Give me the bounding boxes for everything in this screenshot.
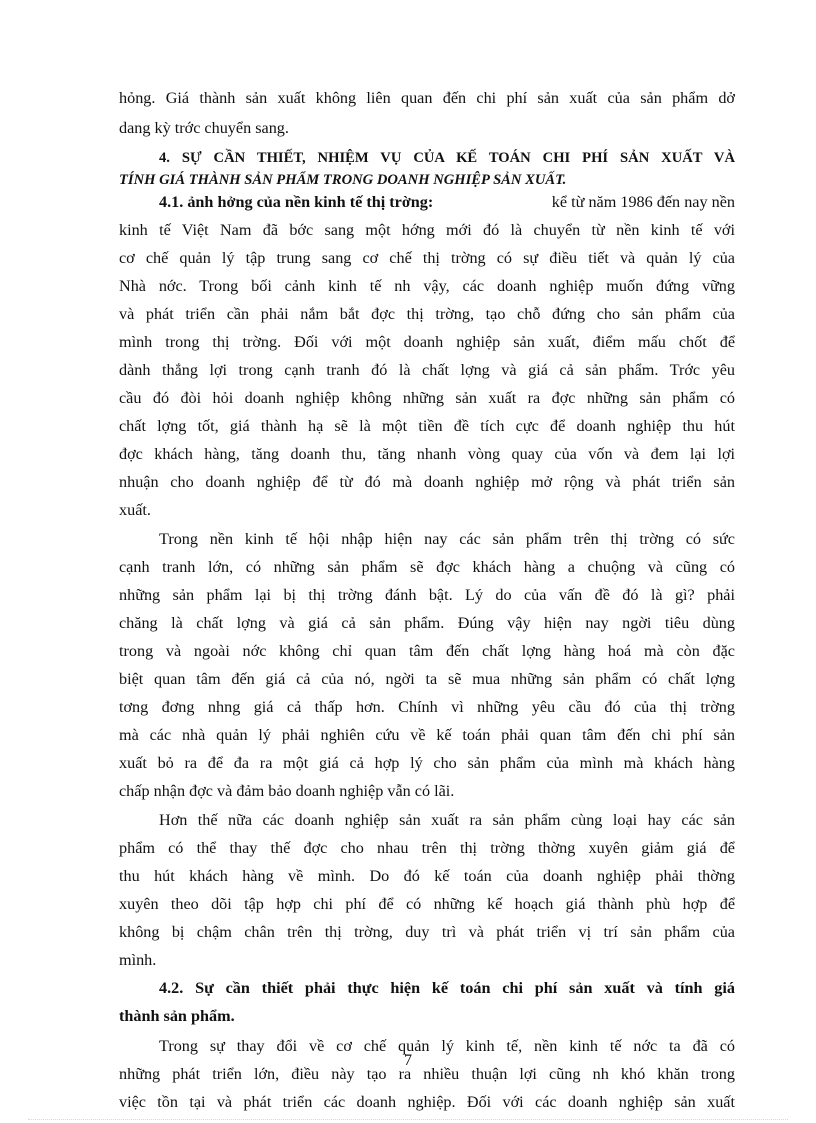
- text-line: không bị chậm chân trên thị trờng, duy trì và phát triển vị trí sản phẩm của: [119, 923, 735, 941]
- text-line: thu hút khách hàng về mình. Do đó kế toán của doanh nghiệp phải thờng: [119, 867, 735, 885]
- text-line: xuất bỏ ra để đa ra một giá cả hợp lý cho sản phẩm của mình mà khách hàng: [119, 754, 735, 772]
- text-line: Trong sự thay đổi về cơ chế quản lý kinh tế, nền kinh tế nớc ta đã có: [159, 1037, 735, 1055]
- text-line: mà các nhà quản lý phải nghiên cứu về kế toán phải quan tâm đến chi phí sản: [119, 726, 735, 744]
- text-line: Hơn thế nữa các doanh nghiệp sản xuất ra sản phẩm cùng loại hay các sản: [159, 811, 735, 829]
- text-line: đợc khách hàng, tăng doanh thu, tăng nhanh vòng quay của vốn và đem lại lợi: [119, 445, 735, 463]
- text-line: những phát triển lớn, điều này tạo ra nhiều thuận lợi cũng nh khó khăn trong: [119, 1065, 735, 1083]
- text-line: Nhà nớc. Trong bối cảnh kinh tế nh vậy, các doanh nghiệp muốn đứng vững: [119, 277, 735, 295]
- page-number: 7: [404, 1052, 412, 1069]
- text-line: phẩm có thể thay thế đợc cho nhau trên thị trờng thờng xuyên giảm giá để: [119, 839, 735, 857]
- text-line: xuyên theo dõi tập hợp chi phí để có những kế hoạch giá thành phù hợp để: [119, 895, 735, 913]
- text-line: biệt quan tâm đến giá cả của nó, ngời ta sẽ mua những sản phẩm có chất lợng: [119, 670, 735, 688]
- page-bottom-border: [28, 1119, 788, 1120]
- text-line: kinh tế Việt Nam đã bớc sang một hớng mới đó là chuyển từ nền kinh tế với: [119, 221, 735, 239]
- text-line: chấp nhận đợc và đảm bảo doanh nghiệp vẫn có lãi.: [119, 782, 455, 800]
- text-line: cạnh tranh lớn, có những sản phẩm sẽ đợc khách hàng a chuộng và cũng có: [119, 558, 735, 576]
- text-line: cơ chế quản lý tập trung sang cơ chế thị trờng có sự điều tiết và quản lý của: [119, 249, 735, 267]
- text-line: trong và ngoài nớc không chỉ quan tâm đến chất lợng hàng hoá mà còn đặc: [119, 642, 735, 660]
- section-heading: 4. SỰ CẦN THIẾT, NHIỆM VỤ CỦA KẾ TOÁN CHI PHÍ SẢN XUẤT VÀ: [159, 150, 735, 166]
- text-line: hỏng. Giá thành sản xuất không liên quan đến chi phí sản xuất của sản phẩm dở: [119, 89, 735, 107]
- text-line: Trong nền kinh tế hội nhập hiện nay các sản phẩm trên thị trờng có sức: [159, 530, 735, 548]
- text-line: việc tồn tại và phát triển các doanh nghiệp. Đối với các doanh nghiệp sản xuất: [119, 1093, 735, 1111]
- text-line: và phát triển cần phải nắm bắt đợc thị trờng, tạo chỗ đứng cho sản phẩm của: [119, 305, 735, 323]
- text-line: nhuận cho doanh nghiệp để từ đó mà doanh nghiệp mở rộng và phát triển sản: [119, 473, 735, 491]
- text-line: dành thắng lợi trong cạnh tranh đó là chất lợng và giá cả sản phẩm. Trớc yêu: [119, 361, 735, 379]
- text-line: cầu đó đòi hỏi doanh nghiệp không những sản xuất ra đợc những sản phẩm có: [119, 389, 735, 407]
- text-line: chất lợng tốt, giá thành hạ sẽ là một tiền đề tích cực để doanh nghiệp thu hút: [119, 417, 735, 435]
- subsection-heading: thành sản phẩm.: [119, 1007, 235, 1025]
- text-line: mình.: [119, 951, 157, 969]
- section-heading: TÍNH GIÁ THÀNH SẢN PHẨM TRONG DOANH NGHIỆP SẢN XUẤT.: [119, 172, 567, 188]
- text-line: những sản phẩm lại bị thị trờng đánh bật. Lý do của vấn đề đó là gì? phải: [119, 586, 735, 604]
- subsection-heading: 4.1. ảnh hởng của nền kinh tế thị trờng:: [159, 193, 434, 211]
- text-line: dang kỳ trớc chuyển sang.: [119, 119, 289, 137]
- text-line: mình trong thị trờng. Đối với một doanh nghiệp sản xuất, điểm mấu chốt để: [119, 333, 735, 351]
- subsection-heading: 4.2. Sự cần thiết phải thực hiện kế toán chi phí sản xuất và tính giá: [159, 979, 735, 997]
- text-line: tơng đơng nhng giá cả thấp hơn. Chính vì những yêu cầu đó của thị trờng: [119, 698, 735, 716]
- text-line: kể từ năm 1986 đến nay nền: [551, 193, 735, 211]
- text-line: chăng là chất lợng và giá cả sản phẩm. Đúng vậy hiện nay ngời tiêu dùng: [119, 614, 735, 632]
- text-line: xuất.: [119, 501, 151, 519]
